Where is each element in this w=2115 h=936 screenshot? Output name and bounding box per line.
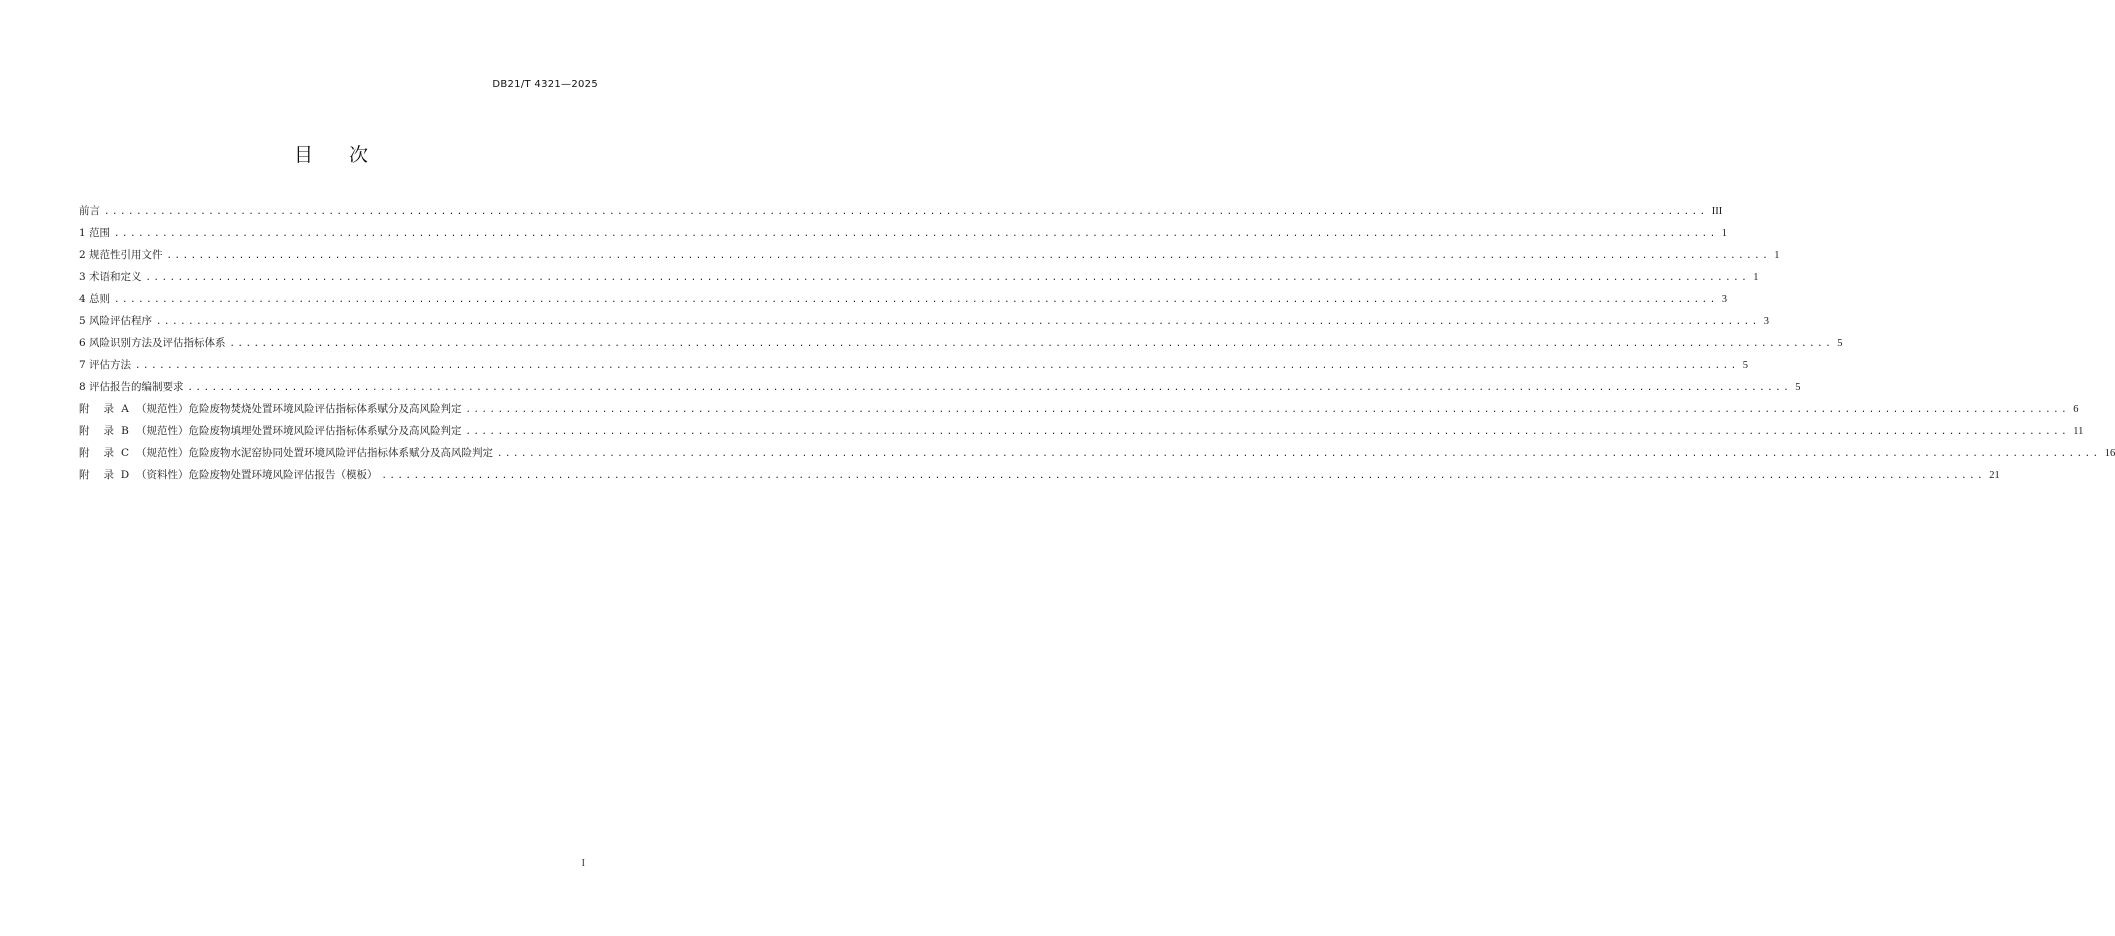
toc-entry-page: 21 (1989, 470, 2000, 481)
document-id: DB21/T 4321—2025 (492, 79, 598, 90)
toc-entry-appendix-c[interactable] (79, 442, 2115, 464)
toc-entry-page: 6 (2073, 404, 2079, 415)
toc-entry-page: 1 (1774, 250, 1780, 261)
leader-dots: ........................................................................................................................................................................................................ (381, 471, 1986, 481)
toc-entry-label (79, 464, 380, 486)
toc-entry-page: 3 (1763, 316, 1769, 327)
appendix-word: 录 (103, 425, 114, 437)
toc-entry-appendix-a[interactable] (79, 398, 2079, 420)
toc-entry-label (79, 398, 464, 420)
toc-entry-label: 前言 (79, 205, 100, 217)
appendix-title: （规范性）危险废物填埋处置环境风险评估指标体系赋分及高风险判定 (136, 425, 462, 437)
toc-entry-label: 5 风险评估程序 (79, 315, 153, 327)
toc-entry-label: 4 总则 (79, 293, 111, 305)
leader-dots: ........................................................................................................................................................................................................ (229, 339, 1834, 349)
appendix-letter: B (121, 425, 129, 437)
leader-dots: ........................................................................................................................................................................................................ (114, 295, 1718, 305)
toc-entry-label: 6 风险识别方法及评估指标体系 (79, 337, 226, 349)
leader-dots: ........................................................................................................................................................................................................ (166, 251, 1771, 261)
toc-entry-assessment-procedure[interactable] (79, 310, 1769, 332)
leader-dots: ........................................................................................................................................................................................................ (156, 317, 1760, 327)
toc-entry-label: 1 范围 (79, 227, 111, 239)
toc-entry-page: 5 (1742, 360, 1748, 371)
toc-entry-assessment-methods[interactable] (79, 354, 1748, 376)
page-number: I (581, 858, 585, 869)
toc-entry-scope[interactable] (79, 222, 1727, 244)
appendix-word: 录 (103, 447, 114, 459)
toc-entry-general[interactable] (79, 288, 1727, 310)
toc-entry-report-requirements[interactable] (79, 376, 1801, 398)
leader-dots: ........................................................................................................................................................................................................ (465, 405, 2070, 415)
toc-entry-label: 7 评估方法 (79, 359, 132, 371)
appendix-letter: A (121, 403, 129, 415)
leader-dots: ........................................................................................................................................................................................................ (497, 449, 2101, 459)
appendix-title: （规范性）危险废物水泥窑协同处置环境风险评估指标体系赋分及高风险判定 (136, 447, 493, 459)
appendix-word: 附 (79, 403, 90, 415)
appendix-letter: D (120, 469, 130, 481)
appendix-word: 录 (103, 403, 114, 415)
leader-dots: ........................................................................................................................................................................................................ (135, 361, 1739, 371)
toc-entry-label (79, 442, 495, 464)
toc-entry-normative-references[interactable] (79, 244, 1780, 266)
appendix-letter: C (120, 447, 130, 459)
leader-dots: ........................................................................................................................................................................................................ (465, 427, 2070, 437)
appendix-word: 附 (79, 425, 90, 437)
leader-dots: ........................................................................................................................................................................................................ (104, 207, 1708, 217)
appendix-word: 录 (103, 469, 114, 481)
toc-entry-label: 3 术语和定义 (79, 271, 142, 283)
page-title-part-2: 次 (349, 144, 369, 166)
toc-entry-label (79, 420, 464, 442)
toc-entry-appendix-d[interactable] (79, 464, 2000, 486)
toc-entry-page: 1 (1721, 228, 1727, 239)
table-of-contents (79, 200, 2115, 486)
toc-entry-page: 16 (2104, 448, 2115, 459)
toc-entry-page: 5 (1837, 338, 1843, 349)
leader-dots: ........................................................................................................................................................................................................ (114, 229, 1718, 239)
page-title (0, 140, 662, 167)
leader-dots: ........................................................................................................................................................................................................ (145, 273, 1750, 283)
toc-entry-foreword[interactable] (79, 200, 1723, 222)
toc-entry-identification-methods[interactable] (79, 332, 1843, 354)
toc-entry-label: 8 评估报告的编制要求 (79, 381, 184, 393)
toc-entry-page: 5 (1795, 382, 1801, 393)
appendix-word: 附 (79, 447, 90, 459)
toc-entry-terms-definitions[interactable] (79, 266, 1759, 288)
leader-dots: ........................................................................................................................................................................................................ (187, 383, 1792, 393)
toc-entry-page: III (1711, 206, 1723, 217)
toc-entry-page: 11 (2073, 426, 2084, 437)
toc-entry-page: 1 (1753, 272, 1759, 283)
appendix-title: （资料性）危险废物处置环境风险评估报告（模板） (136, 469, 378, 481)
page-title-part-1: 目 (293, 144, 313, 166)
toc-entry-label: 2 规范性引用文件 (79, 249, 163, 261)
toc-entry-page: 3 (1721, 294, 1727, 305)
toc-entry-appendix-b[interactable] (79, 420, 2084, 442)
appendix-word: 附 (79, 469, 90, 481)
appendix-title: （规范性）危险废物焚烧处置环境风险评估指标体系赋分及高风险判定 (136, 403, 462, 415)
